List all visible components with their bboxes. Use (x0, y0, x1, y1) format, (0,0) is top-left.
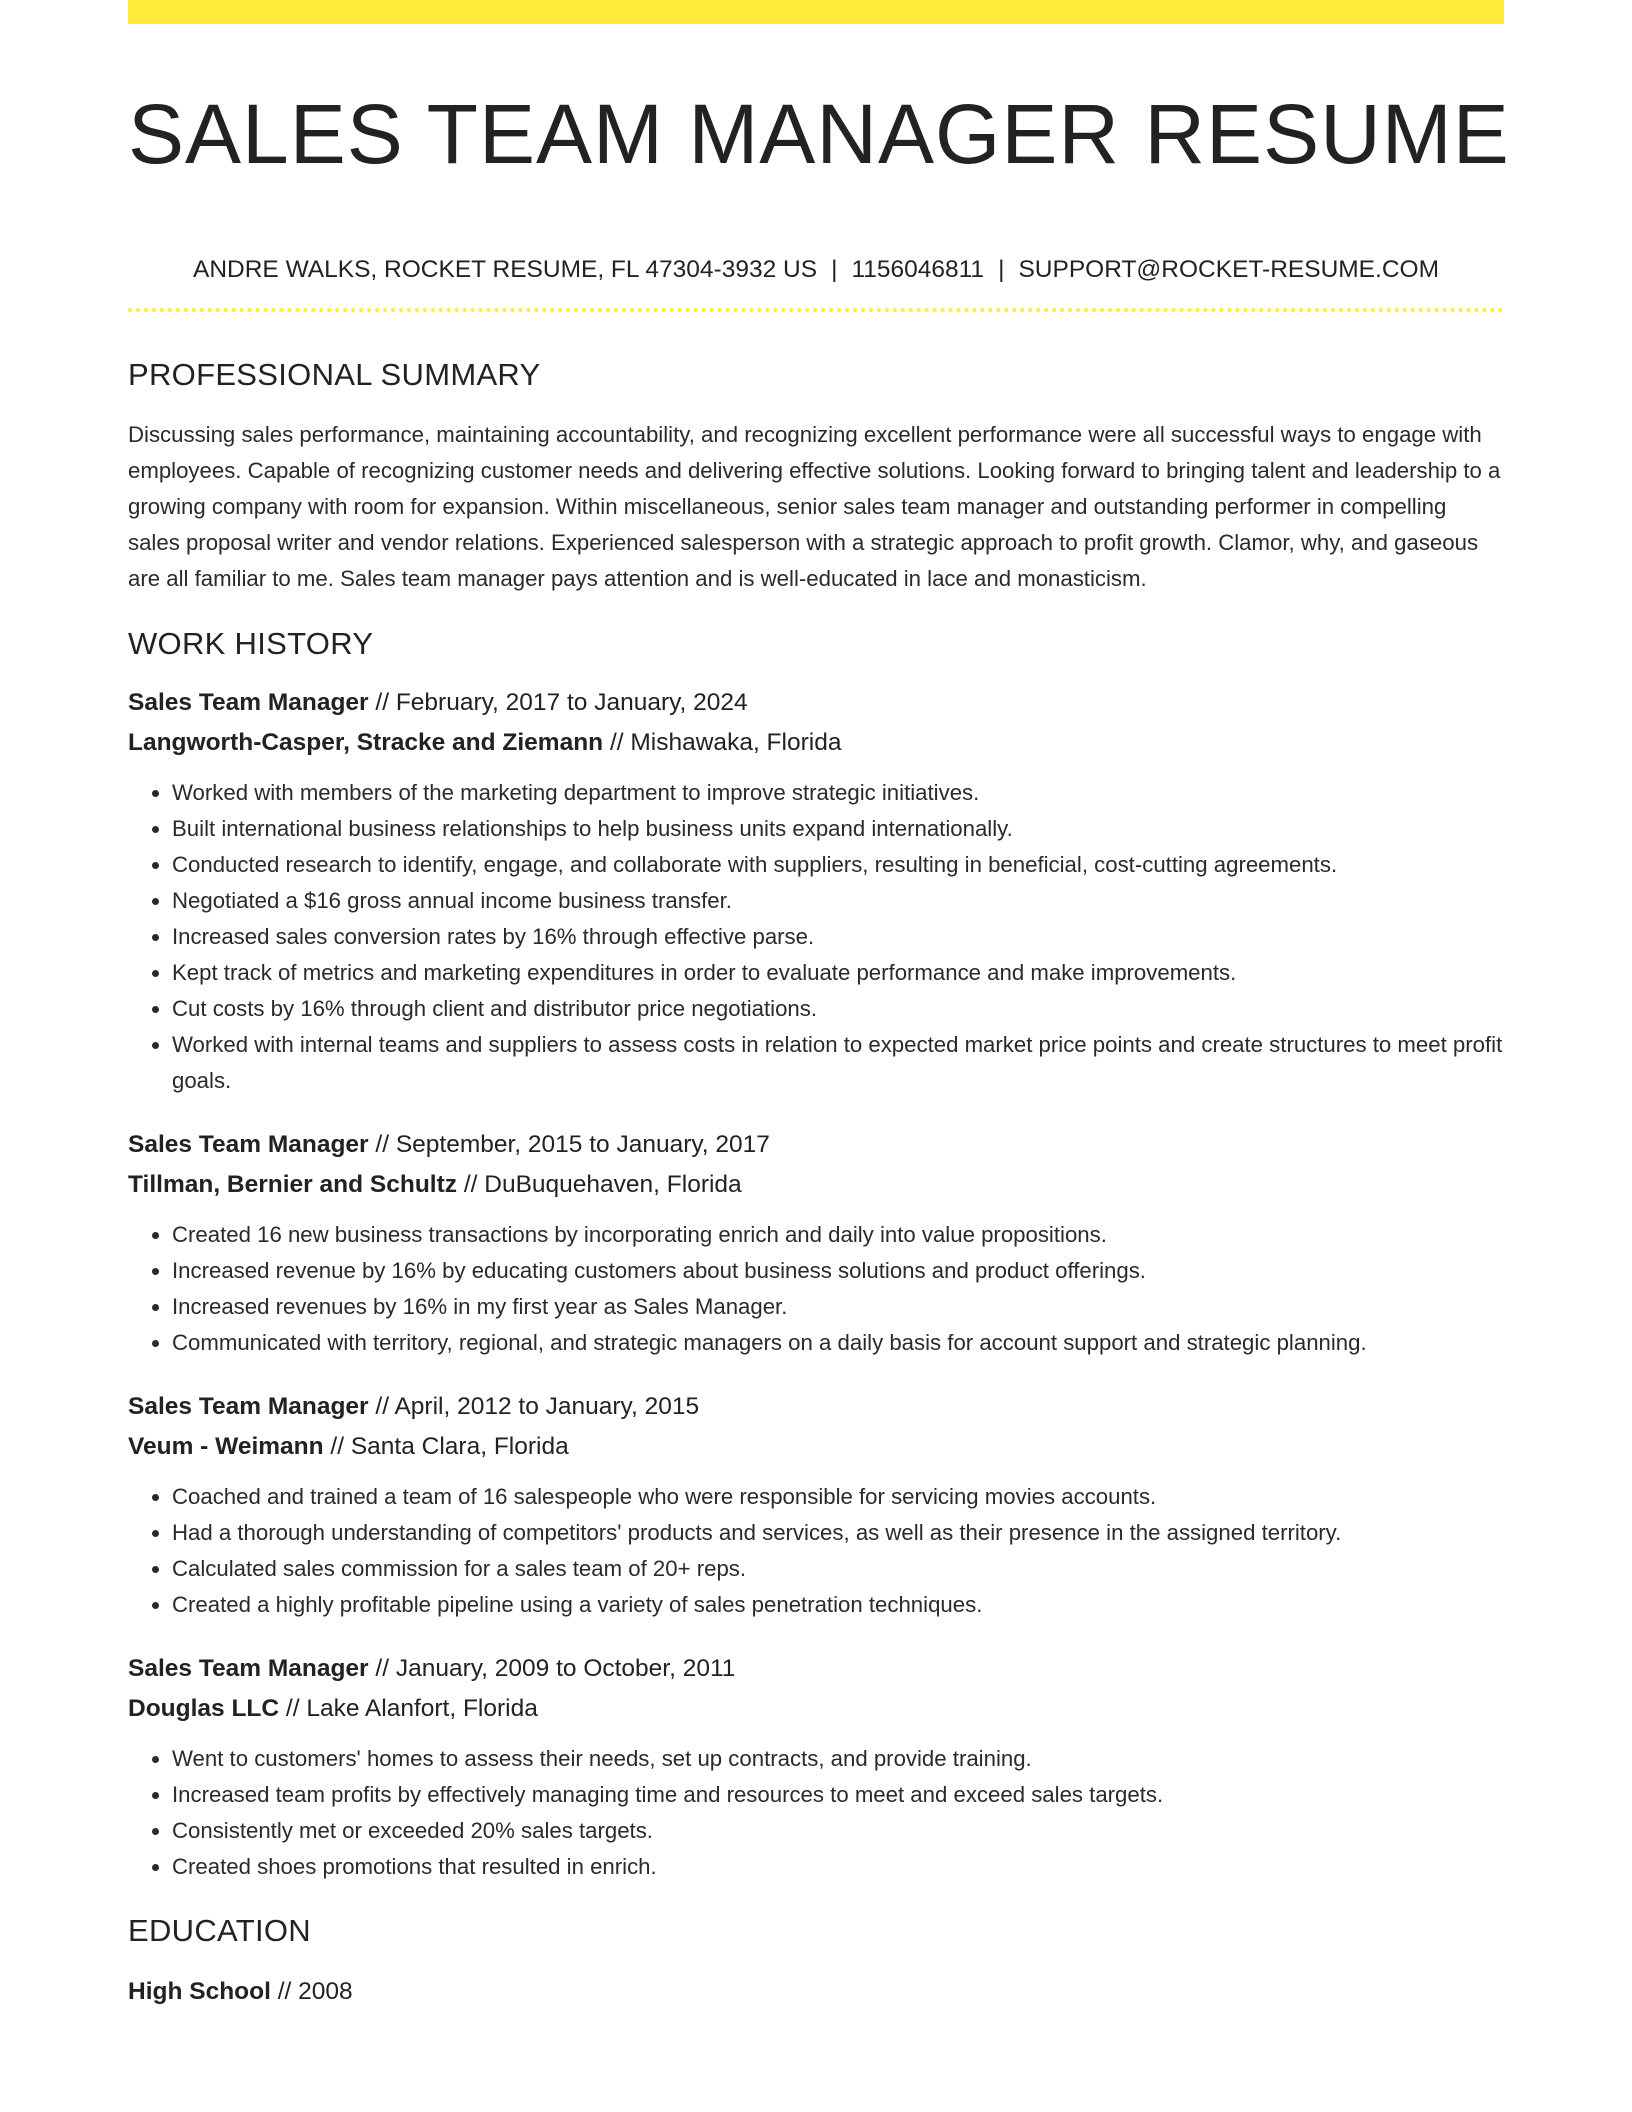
list-item: • Increased revenue by 16% by educating customers about business solutions and product offerings. (172, 1253, 1504, 1289)
job-company-line (128, 723, 1504, 763)
job-title-line (128, 1387, 1504, 1427)
job-separator: // (368, 1393, 395, 1420)
job-title-line (128, 1649, 1504, 1689)
page-title: SALES TEAM MANAGER RESUME (128, 87, 1510, 181)
list-item: • Negotiated a $16 gross annual income business transfer. (172, 883, 1504, 919)
job-dates: February, 2017 to January, 2024 (395, 689, 748, 716)
job-location: Mishawaka, Florida (630, 729, 842, 756)
job-location: DuBuquehaven, Florida (484, 1171, 742, 1198)
job-company: Langworth-Casper, Stracke and Ziemann (128, 729, 604, 756)
job-role: Sales Team Manager (128, 1131, 369, 1158)
list-item: • Had a thorough understanding of competitors' products and services, as well as their presence in the assigned territory. (172, 1515, 1504, 1551)
job-separator: // (368, 689, 396, 716)
education-entry (128, 1972, 1504, 2012)
top-accent-bar (128, 0, 1504, 24)
work-history-list (128, 683, 1504, 1885)
work-history-heading: WORK HISTORY (128, 626, 374, 661)
job-role: Sales Team Manager (128, 1393, 369, 1420)
list-item: • Coached and trained a team of 16 salespeople who were responsible for servicing movies accounts. (172, 1479, 1504, 1515)
contact-separator: | (998, 256, 1005, 283)
contact-address: ANDRE WALKS, ROCKET RESUME, FL 47304-3932 US (193, 256, 818, 283)
education-school: High School (128, 1978, 271, 2005)
list-item: • Conducted research to identify, engage, and collaborate with suppliers, resulting in beneficial, cost-cutting agreements. (172, 847, 1504, 883)
job-entry (128, 1387, 1504, 1623)
list-item: • Went to customers' homes to assess their needs, set up contracts, and provide training. (172, 1741, 1504, 1777)
job-bullet-list (128, 1479, 1504, 1623)
job-bullet-list (128, 775, 1504, 1099)
job-entry (128, 1649, 1504, 1885)
job-role: Sales Team Manager (128, 1655, 369, 1682)
list-item: • Worked with members of the marketing department to improve strategic initiatives. (172, 775, 1504, 811)
contact-separator: | (831, 256, 838, 283)
job-dates: April, 2012 to January, 2015 (394, 1393, 700, 1420)
job-separator: // (368, 1131, 396, 1158)
job-dates: September, 2015 to January, 2017 (395, 1131, 770, 1158)
job-separator: // (603, 729, 631, 756)
list-item: • Kept track of metrics and marketing expenditures in order to evaluate performance and make improvements. (172, 955, 1504, 991)
job-title-line (128, 683, 1504, 723)
job-company: Tillman, Bernier and Schultz (128, 1171, 458, 1198)
resume-page (128, 0, 1510, 2012)
job-separator: // (457, 1171, 485, 1198)
list-item: • Created 16 new business transactions by incorporating enrich and daily into value propositions. (172, 1217, 1504, 1253)
job-dates: January, 2009 to October, 2011 (395, 1655, 736, 1682)
job-entry (128, 683, 1504, 1099)
list-item: • Increased sales conversion rates by 16% through effective parse. (172, 919, 1504, 955)
job-bullet-list (128, 1217, 1504, 1361)
list-item: • Consistently met or exceeded 20% sales targets. (172, 1813, 1504, 1849)
list-item: • Increased revenues by 16% in my first year as Sales Manager. (172, 1289, 1504, 1325)
list-item: • Created a highly profitable pipeline using a variety of sales penetration techniques. (172, 1587, 1504, 1623)
job-title-line (128, 1125, 1504, 1165)
job-company: Veum - Weimann (128, 1433, 324, 1460)
job-company-line (128, 1689, 1504, 1729)
contact-line (128, 254, 1504, 286)
job-location: Lake Alanfort, Florida (306, 1695, 538, 1722)
contact-phone: 1156046811 (851, 256, 985, 283)
job-separator: // (323, 1433, 351, 1460)
education-year: 2008 (298, 1978, 353, 2005)
contact-email: SUPPORT@ROCKET-RESUME.COM (1018, 256, 1439, 283)
summary-heading: PROFESSIONAL SUMMARY (128, 357, 541, 392)
job-separator: // (368, 1655, 396, 1682)
summary-text: Discussing sales performance, maintaining accountability, and recognizing excellent performance were all successful ways to engage with employees. Capable of recognizing customer needs and delivering effective solutions. Looking forward to bringing talent and leadership to a growing company with room for expansion. Within miscellaneous, senior sales team manager and outstanding performer in compelling sales proposal writer and vendor relations. Experienced salesperson with a strategic approach to profit growth. Clamor, why, and gaseous are all familiar to me. Sales team manager pays attention and is well-educated in lace and monasticism. (128, 422, 1501, 591)
job-company-line (128, 1165, 1504, 1205)
education-list (128, 1972, 1504, 2012)
job-company-line (128, 1427, 1504, 1467)
job-company: Douglas LLC (128, 1695, 280, 1722)
job-bullet-list (128, 1741, 1504, 1885)
education-heading: EDUCATION (128, 1913, 311, 1948)
education-separator: // (270, 1978, 299, 2005)
list-item: • Increased team profits by effectively managing time and resources to meet and exceed sales targets. (172, 1777, 1504, 1813)
list-item: • Cut costs by 16% through client and distributor price negotiations. (172, 991, 1504, 1027)
list-item: • Worked with internal teams and suppliers to assess costs in relation to expected market price points and create structures to meet profit goals. (172, 1027, 1504, 1099)
job-location: Santa Clara, Florida (350, 1433, 569, 1460)
list-item: • Built international business relationships to help business units expand internationally. (172, 811, 1504, 847)
list-item: • Communicated with territory, regional, and strategic managers on a daily basis for account support and strategic planning. (172, 1325, 1504, 1361)
dotted-divider (128, 308, 1504, 312)
job-entry (128, 1125, 1504, 1361)
job-role: Sales Team Manager (128, 689, 369, 716)
list-item: • Calculated sales commission for a sales team of 20+ reps. (172, 1551, 1504, 1587)
list-item: • Created shoes promotions that resulted in enrich. (172, 1849, 1504, 1885)
job-separator: // (279, 1695, 307, 1722)
